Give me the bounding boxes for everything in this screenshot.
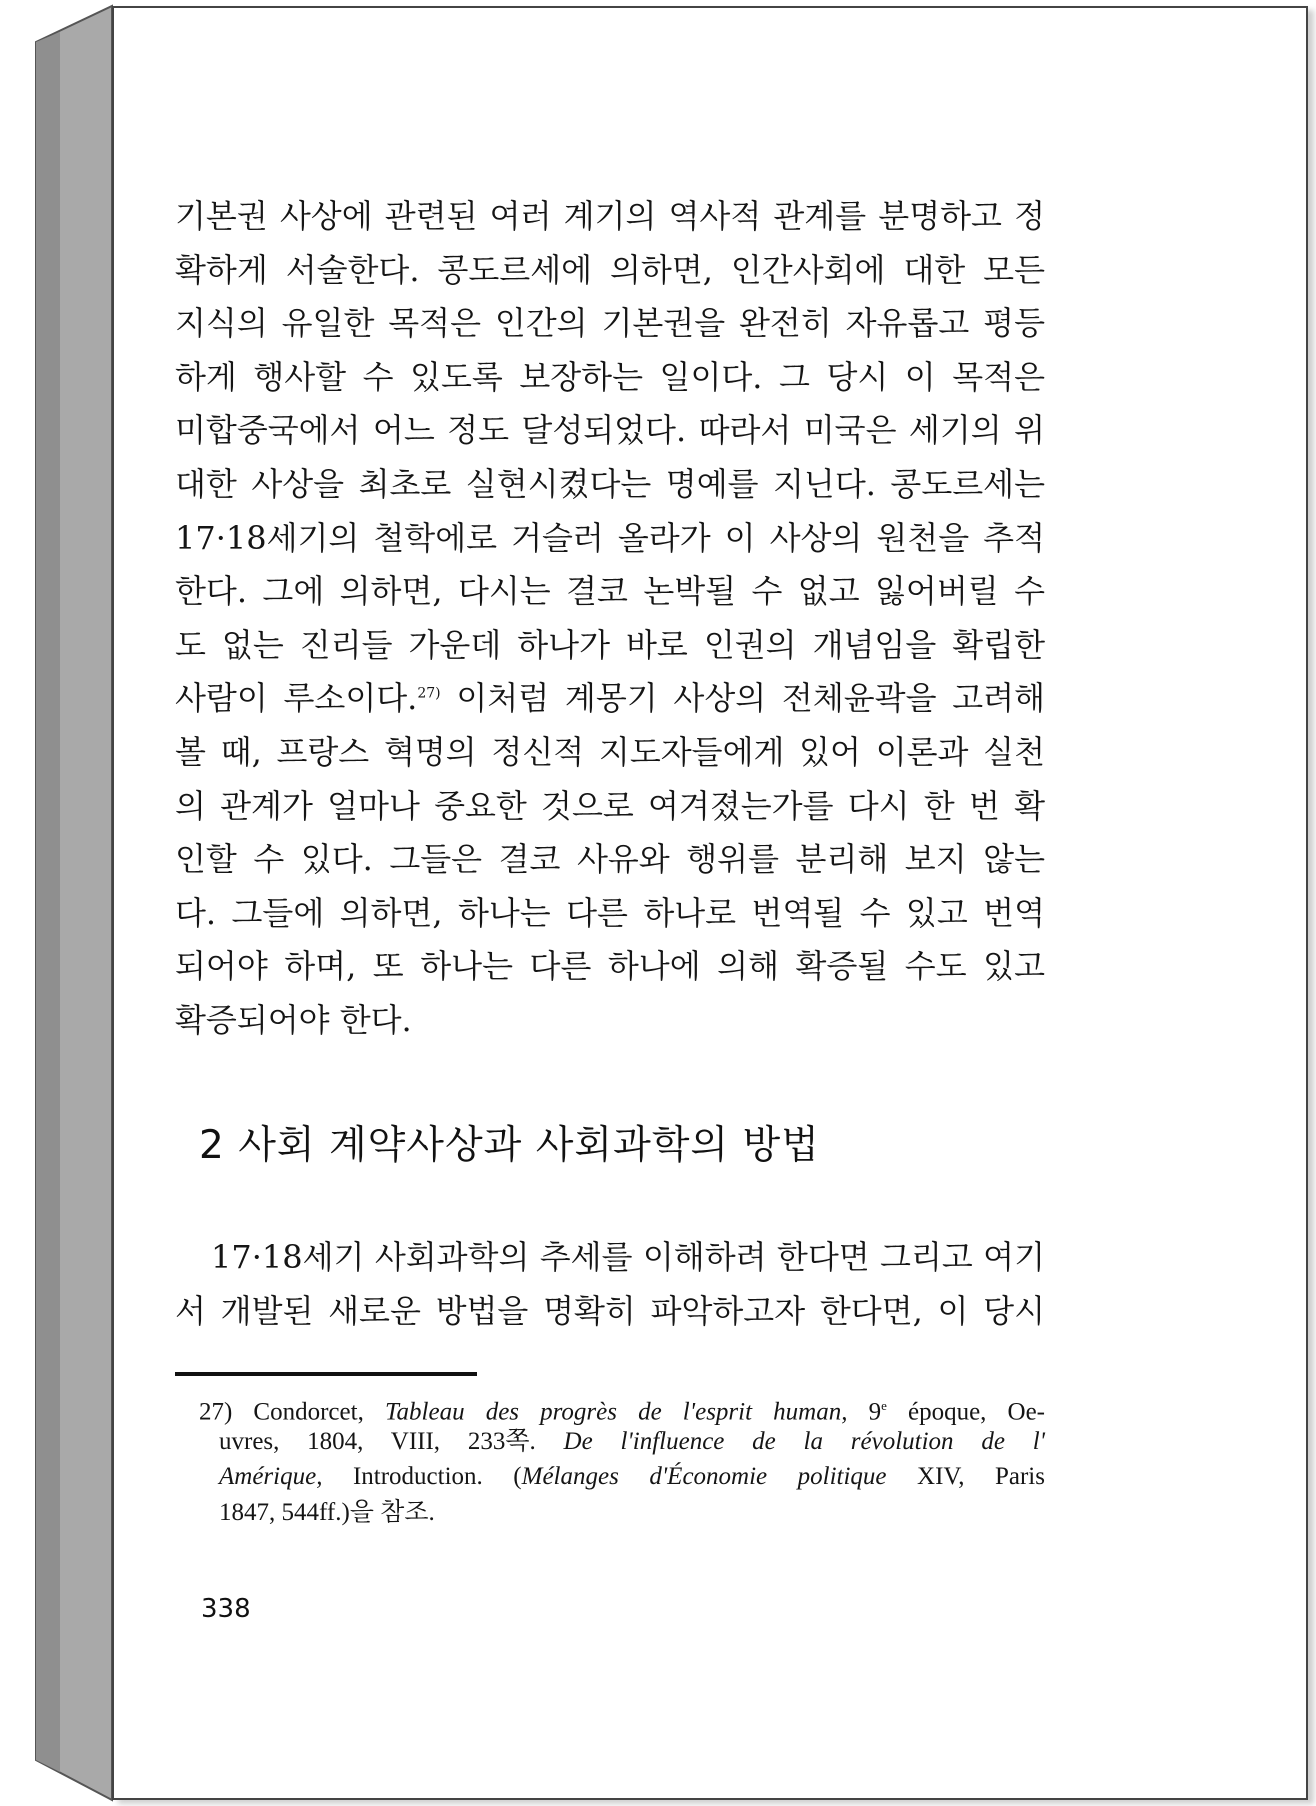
body-paragraph-1: [175, 190, 1045, 1048]
text-line: 17·18세기의 철학에로 거슬러 올라가 이 사상의 원천을 추적: [175, 518, 1045, 557]
italic-title: Mélanges d'Économie politique: [521, 1463, 887, 1490]
text-line: 미합중국에서 어느 정도 달성되었다. 따라서 미국은 세기의 위: [175, 411, 1045, 450]
text-line: 지식의 유일한 목적은 인간의 기본권을 완전히 자유롭고 평등: [175, 304, 1045, 343]
text-line: 대한 사상을 최초로 실현시켰다는 명예를 지닌다. 콩도르세는: [175, 464, 1045, 503]
text-line: 기본권 사상에 관련된 여러 계기의 역사적 관계를 분명하고 정: [175, 197, 1045, 235]
text-line: 볼 때, 프랑스 혁명의 정신적 지도자들에게 있어 이론과 실천: [175, 732, 1045, 771]
italic-title: Amérique,: [219, 1463, 323, 1490]
text-segment: 9: [847, 1398, 882, 1426]
text-segment: époque, Oe-: [886, 1398, 1045, 1426]
section-heading: 2 사회 계약사상과 사회과학의 방법: [199, 1123, 820, 1168]
footnote-line: [199, 1388, 1045, 1424]
footnote-line: 1847, 544ff.)을 참조.: [219, 1498, 435, 1526]
text-segment: 이처럼 계몽기 사상의 전체윤곽을 고려해: [440, 679, 1045, 718]
footnote-rule: [175, 1372, 477, 1376]
footnote: [199, 1388, 1045, 1530]
text-segment: XIV, Paris: [886, 1463, 1045, 1490]
footnote-reference: 27): [417, 685, 441, 702]
text-line: 한다. 그에 의하면, 다시는 결코 논박될 수 없고 잃어버릴 수: [175, 572, 1045, 611]
footnote-line: [199, 1459, 1045, 1495]
text-line: 확증되어야 한다.: [175, 1000, 412, 1039]
italic-title: Tableau des progrès de l'esprit human,: [384, 1398, 848, 1426]
text-line: 확하게 서술한다. 콩도르세에 의하면, 인간사회에 대한 모든: [175, 250, 1045, 289]
text-line: 되어야 하며, 또 하나는 다른 하나에 의해 확증될 수도 있고: [175, 947, 1045, 986]
text-line: 도 없는 진리들 가운데 하나가 바로 인권의 개념임을 확립한: [175, 625, 1045, 664]
text-segment: Introduction. (: [322, 1463, 522, 1490]
text-segment: 27) Condorcet,: [199, 1398, 385, 1426]
book-spine: [0, 0, 130, 1806]
text-segment: 사람이 루소이다.: [175, 679, 418, 718]
page-number: 338: [201, 1594, 251, 1624]
text-line: 서 개발된 새로운 방법을 명확히 파악하고자 한다면, 이 당시: [175, 1291, 1045, 1330]
text-line: [175, 672, 1045, 726]
italic-title: De l'influence de la révolution de l': [563, 1427, 1045, 1455]
text-line: 의 관계가 얼마나 중요한 것으로 여겨졌는가를 다시 한 번 확: [175, 786, 1045, 825]
body-paragraph-2: [175, 1230, 1045, 1337]
superscript: e: [881, 1398, 887, 1413]
text-line: 하게 행사할 수 있도록 보장하는 일이다. 그 당시 이 목적은: [175, 357, 1045, 396]
text-line: 인할 수 있다. 그들은 결코 사유와 행위를 분리해 보지 않는: [175, 840, 1045, 879]
text-line: 다. 그들에 의하면, 하나는 다른 하나로 번역될 수 있고 번역: [175, 893, 1045, 932]
text-segment: uvres, 1804, VIII, 233쪽.: [219, 1427, 564, 1455]
text-line: 17·18세기 사회과학의 추세를 이해하려 한다면 그리고 여기: [211, 1238, 1045, 1276]
footnote-line: [199, 1424, 1045, 1460]
